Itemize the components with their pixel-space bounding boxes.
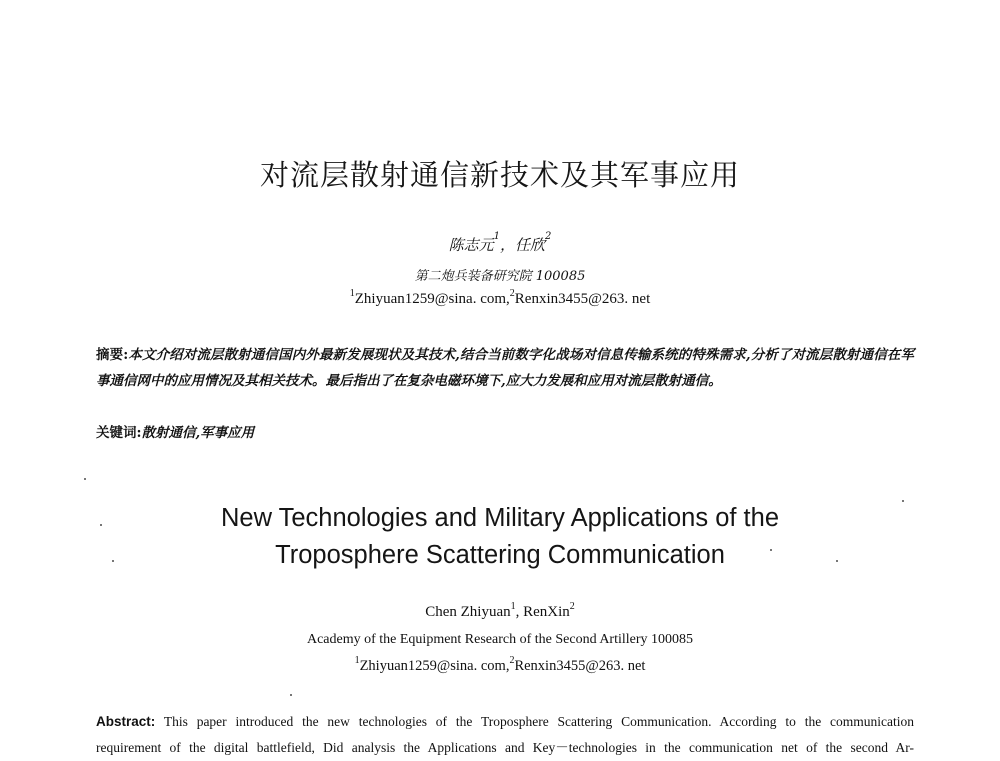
english-abstract <box>96 709 914 761</box>
abstract-label: Abstract: <box>96 714 156 729</box>
email-superscript: 1 <box>349 288 355 299</box>
scan-speckle <box>290 694 292 696</box>
scan-speckle <box>84 478 86 480</box>
author-superscript: 1 <box>510 601 516 612</box>
scan-speckle <box>100 524 102 526</box>
chinese-emails <box>0 288 1000 308</box>
scan-speckle <box>836 560 838 562</box>
scan-speckle <box>902 500 904 502</box>
email-address: Renxin3455@263. net <box>514 291 651 307</box>
scan-speckle <box>112 560 114 562</box>
author-name: 陈志元 <box>448 236 494 254</box>
keywords-label: 关键词: <box>96 425 142 441</box>
abstract-line: requirement of the digital battlefield, Did analysis the Applications and Key－technologies in the communication net of the second Ar- <box>96 740 914 755</box>
email-address: Zhiyuan1259@sina. com <box>359 658 506 674</box>
abstract-text: This paper introduced the new technologies of the Troposphere Scattering Communication. According to the communication <box>155 714 914 729</box>
email-address: Renxin3455@263. net <box>514 658 646 674</box>
author-name: RenXin <box>523 604 570 620</box>
abstract-label: 摘要: <box>96 347 129 363</box>
chinese-title: 对流层散射通信新技术及其军事应用 <box>259 158 740 192</box>
author-name: 任欣 <box>515 236 546 254</box>
author-name: Chen Zhiyuan <box>425 604 511 620</box>
author-superscript: 1 <box>493 231 500 242</box>
author-separator: , <box>515 604 524 620</box>
email-superscript: 2 <box>509 288 515 299</box>
english-emails <box>0 655 1000 675</box>
author-separator: ， <box>499 236 515 254</box>
scan-speckle <box>770 549 772 551</box>
abstract-line <box>96 709 914 735</box>
email-separator: , <box>505 658 510 674</box>
english-affiliation: Academy of the Equipment Research of the Second Artillery 100085 <box>306 632 694 647</box>
english-title-line: New Technologies and Military Applications of the <box>220 504 779 532</box>
email-superscript: 1 <box>354 655 360 666</box>
email-address: Zhiyuan1259@sina. com <box>354 291 507 307</box>
english-title-line: Troposphere Scattering Communication <box>275 541 725 569</box>
email-separator: , <box>506 291 510 307</box>
keywords-text: 散射通信,军事应用 <box>141 425 255 441</box>
chinese-abstract <box>96 342 914 394</box>
author-superscript: 2 <box>545 231 552 242</box>
chinese-authors <box>0 231 1000 255</box>
author-superscript: 2 <box>569 601 575 612</box>
chinese-keywords <box>96 420 914 446</box>
english-authors <box>0 601 1000 621</box>
english-title <box>0 500 1000 574</box>
chinese-affiliation: 第二炮兵装备研究院 100085 <box>414 269 586 284</box>
abstract-text: 本文介绍对流层散射通信国内外最新发展现状及其技术,结合当前数字化战场对信息传输系统的特殊需求,分析了对流层散射通信在军事通信网中的应用情况及其相关技术。最后指出了在复杂电磁环境下,应大力发展和应用对流层散射通信。 <box>96 347 914 389</box>
email-superscript: 2 <box>509 655 515 666</box>
